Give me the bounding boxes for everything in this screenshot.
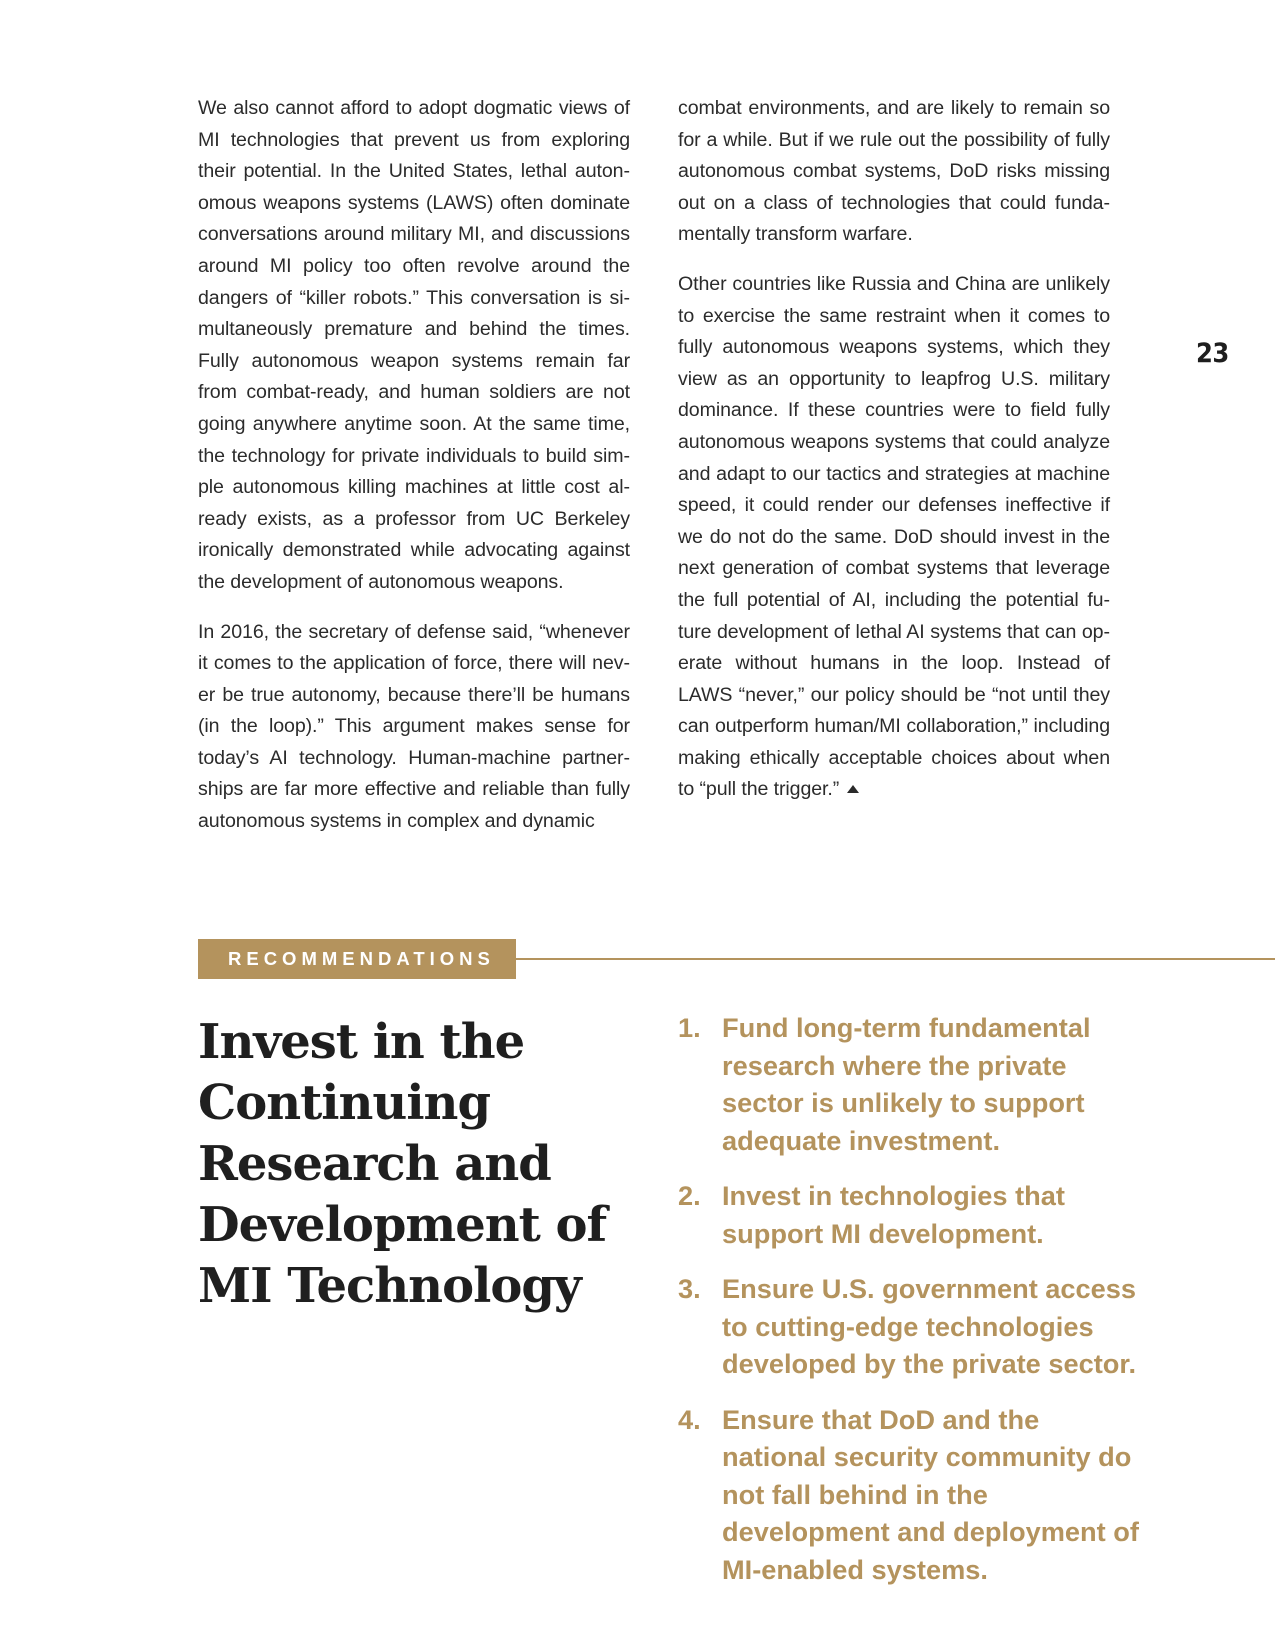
body-paragraph: We also cannot afford to adopt dogmatic views of MI technologies that prevent us from exploring their potential. In the United States, lethal autonomous weapons systems (LAWS) often dominate conversations around military MI, and discussions around MI policy too often revolve around the dangers of “killer robots.” This conversation is simultaneously premature and behind the times. Fully autonomous weapon systems remain far from combat-ready, and human soldiers are not going anywhere anytime soon. At the same time, the technology for private individuals to build simple autonomous killing machines at little cost already exists, as a professor from UC Berkeley ironically demonstrated while advocating against the development of autonomous weapons. [198, 97, 630, 593]
page-number: 23 [1196, 338, 1229, 369]
section-divider [514, 958, 1275, 960]
recommendation-number: 1. [678, 1012, 701, 1043]
end-of-article-icon [847, 785, 859, 793]
body-column-left [198, 93, 630, 856]
recommendation-text: Ensure U.S. government access to cutting-edge technologies developed by the private sector. [722, 1273, 1137, 1379]
body-column-right [678, 93, 1110, 824]
recommendation-item [678, 1009, 1148, 1159]
recommendation-number: 3. [678, 1273, 701, 1304]
recommendation-item [678, 1401, 1148, 1589]
body-paragraph-text: Other countries like Russia and China are unlikely to exercise the same restraint when it comes to fully autonomous weapons systems, which they view as an opportunity to leapfrog U.S. military dominance. If these countries were to field fully autonomous weapons systems that could analyze and adapt to our tactics and strategies at machine speed, it could render our defenses ineffective if we do not do the same. DoD should invest in the next generation of combat systems that leverage the full potential of AI, including the potential future development of lethal AI systems that can operate without humans in the loop. Instead of LAWS “never,” our policy should be “not until they can outperform human/MI collaboration,” including making ethically acceptable choices about when to “pull the trigger.” [678, 272, 1110, 801]
recommendations-label: RECOMMENDATIONS [198, 939, 516, 979]
body-paragraph-last [678, 269, 1110, 806]
recommendations-list [678, 1009, 1148, 1606]
recommendation-text: Invest in technologies that support MI development. [722, 1180, 1065, 1249]
recommendation-number: 2. [678, 1180, 701, 1211]
recommendation-number: 4. [678, 1403, 701, 1435]
recommendation-item [678, 1177, 1148, 1252]
recommendation-text: Ensure that DoD and the national security community do not fall behind in the development and deployment of MI-enabled systems. [722, 1403, 1139, 1585]
recommendation-item [678, 1270, 1148, 1383]
body-paragraph: In 2016, the secretary of defense said, “whenever it comes to the application of force, there will never be true autonomy, because there’ll be humans (in the loop).” This argument makes sense for today’s AI technology. Human-machine partnerships are far more effective and reliable than fully autonomous systems in complex and dynamic [198, 620, 630, 833]
body-paragraph: combat environments, and are likely to remain so for a while. But if we rule out the possibility of fully autonomous combat systems, DoD risks missing out on a class of technologies that could fundamentally transform warfare. [678, 97, 1110, 246]
recommendation-text: Fund long-term fundamental research where the private sector is unlikely to support adequate investment. [722, 1012, 1091, 1156]
recommendations-title: Invest in the Continuing Research and Development of MI Technology [198, 1014, 607, 1314]
